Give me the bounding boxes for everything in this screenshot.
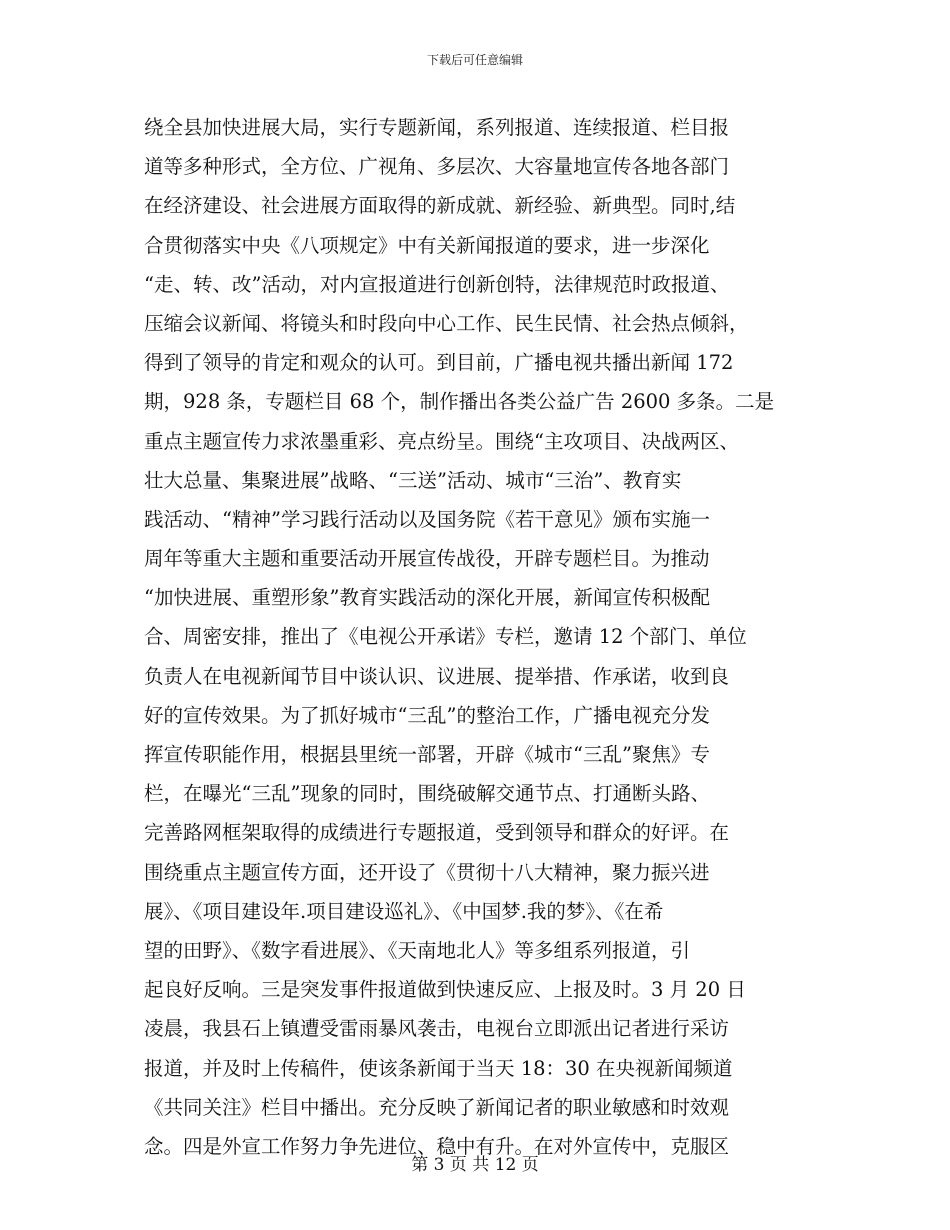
body-line: 起良好反响。三是突发事件报道做到快速反应、上报及时。3 月 20 日 [144, 978, 746, 1002]
body-line: 念。四是外宣工作努力争先进位、稳中有升。在对外宣传中，克服区 [144, 1134, 730, 1158]
body-line: 压缩会议新闻、将镜头和时段向中心工作、民生民情、社会热点倾斜， [144, 311, 749, 335]
body-line: 得到了领导的肯定和观众的认可。到目前，广播电视共播出新闻 172 [144, 351, 734, 375]
body-line: 期，928 条，专题栏目 68 个，制作播出各类公益广告 2600 多条。二是 [144, 390, 775, 414]
body-line: 围绕重点主题宣传方面，还开设了《贯彻十八大精神，聚力振兴进 [144, 860, 710, 884]
body-line: 《共同关注》栏目中播出。充分反映了新闻记者的职业敏感和时效观 [144, 1095, 730, 1119]
body-line: 凌晨，我县石上镇遭受雷雨暴风袭击，电视台立即派出记者进行采访 [144, 1017, 730, 1041]
page-header: 下载后可任意编辑 [426, 53, 523, 67]
body-line: 展》、《项目建设年.项目建设巡礼》、《中国梦.我的梦》、《在希 [144, 899, 664, 923]
body-line: 负责人在电视新闻节目中谈认识、议进展、提举措、作承诺，收到良 [144, 664, 730, 688]
body-line: 挥宣传职能作用，根据县里统一部署，开辟《城市“三乱”聚焦》专 [144, 743, 710, 766]
body-line: 报道，并及时上传稿件，使该条新闻于当天 18：30 在央视新闻频道 [144, 1056, 733, 1080]
body-line: “加快进展、重塑形象”教育实践活动的深化开展，新闻宣传积极配 [144, 586, 710, 610]
body-line: 好的宣传效果。为了抓好城市“三乱”的整治工作，广播电视充分发 [144, 703, 710, 727]
body-line: 在经济建设、社会进展方面取得的新成就、新经验、新典型。同时,结 [144, 194, 736, 218]
body-line: 践活动、“精神”学习践行活动以及国务院《若干意见》颁布实施一 [144, 507, 710, 531]
body-line: 望的田野》、《数字看进展》、《天南地北人》等多组系列报道，引 [144, 938, 691, 962]
body-line: 道等多种形式，全方位、广视角、多层次、大容量地宣传各地各部门 [144, 155, 730, 179]
body-line: “走、转、改”活动，对内宣报道进行创新创特，法律规范时政报道、 [144, 272, 730, 296]
body-line: 合贯彻落实中央《八项规定》中有关新闻报道的要求，进一步深化 [144, 233, 710, 257]
body-line: 完善路网框架取得的成绩进行专题报道，受到领导和群众的好评。在 [144, 821, 730, 845]
body-line: 绕全县加快进展大局，实行专题新闻，系列报道、连续报道、栏目报 [144, 116, 730, 139]
page-number: 第 3 页 共 12 页 [411, 1155, 539, 1175]
body-line: 周年等重大主题和重要活动开展宣传战役，开辟专题栏目。为推动 [144, 547, 710, 571]
body-line: 合、周密安排，推出了《电视公开承诺》专栏，邀请 12 个部门、单位 [144, 625, 747, 649]
body-line: 壮大总量、集聚进展”战略、“三送”活动、城市“三治”、教育实 [144, 468, 682, 492]
body-line: 栏，在曝光“三乱”现象的同时，围绕破解交通节点、打通断头路、 [144, 782, 710, 806]
body-line: 重点主题宣传力求浓墨重彩、亮点纷呈。围绕“主攻项目、决战两区、 [144, 429, 739, 453]
body-text [144, 108, 816, 1166]
